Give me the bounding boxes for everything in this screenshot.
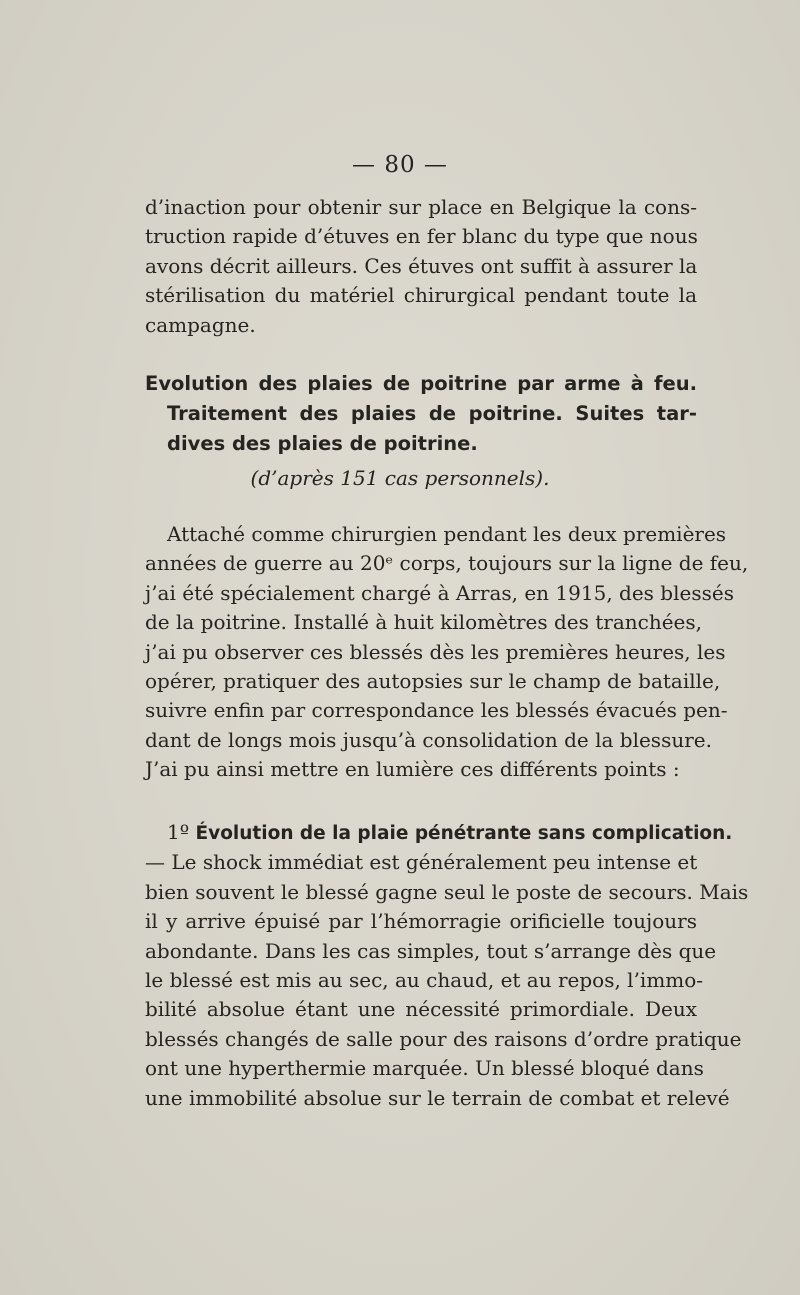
subsection-number: 1º	[167, 820, 190, 844]
text-line: blessés changés de salle pour des raisons d’ordre pratique	[145, 1026, 742, 1051]
page-number: — 80 —	[352, 152, 448, 178]
text-line: il y arrive épuisé par l’hémorragie orificielle toujours	[145, 909, 697, 934]
text-line: le blessé est mis au sec, au chaud, et au repos, l’immo-	[145, 968, 704, 993]
text-line: J’ai pu ainsi mettre en lumière ces différents points :	[145, 757, 680, 782]
text-line: ont une hyperthermie marquée. Un blessé bloqué dans	[145, 1056, 704, 1081]
text-line: bilité absolue étant une nécessité primordiale. Deux	[145, 997, 697, 1022]
section-heading	[145, 369, 697, 459]
text-line: dant de longs mois jusqu’à consolidation de la blessure.	[145, 727, 712, 752]
heading-line: Evolution des plaies de poitrine par arme à feu.	[145, 372, 697, 395]
heading-line: dives des plaies de poitrine.	[167, 432, 478, 455]
subsection-title: Évolution de la plaie pénétrante sans complication.	[195, 823, 733, 844]
text-line: abondante. Dans les cas simples, tout s’arrange dès que	[145, 938, 717, 963]
text-line: avons décrit ailleurs. Ces étuves ont suffit à assurer la	[145, 253, 698, 278]
text-line: j’ai été spécialement chargé à Arras, en 1915, des blessés	[145, 580, 734, 605]
text-line: — Le shock immédiat est généralement peu intense et	[145, 850, 698, 875]
heading-line: Traitement des plaies de poitrine. Suites tar-	[167, 402, 697, 425]
paragraph-3	[145, 818, 749, 1113]
subsection-heading-line	[145, 818, 733, 848]
text-line: Attaché comme chirurgien pendant les deux premières	[167, 522, 727, 546]
text-line: de la poitrine. Installé à huit kilomètres des tranchées,	[145, 610, 703, 635]
text-line: suivre enfin par correspondance les blessés évacués pen-	[145, 698, 728, 723]
text-line: d’inaction pour obtenir sur place en Belgique la cons-	[145, 195, 697, 219]
paragraph-2	[145, 520, 749, 785]
text-line: une immobilité absolue sur le terrain de combat et relevé	[145, 1085, 730, 1110]
text-line: années de guerre au 20ᵉ corps, toujours sur la ligne de feu,	[145, 551, 749, 576]
text-line: truction rapide d’étuves en fer blanc du type que nous	[145, 224, 698, 249]
paragraph-1	[145, 193, 697, 340]
text-line: stérilisation du matériel chirurgical pendant toute la	[145, 283, 697, 308]
section-subtitle: (d’après 151 cas personnels).	[250, 466, 550, 490]
text-line: j’ai pu observer ces blessés dès les premières heures, les	[145, 639, 726, 664]
text-line: opérer, pratiquer des autopsies sur le champ de bataille,	[145, 669, 721, 694]
text-line: campagne.	[145, 312, 256, 337]
text-line: bien souvent le blessé gagne seul le poste de secours. Mais	[145, 879, 749, 904]
